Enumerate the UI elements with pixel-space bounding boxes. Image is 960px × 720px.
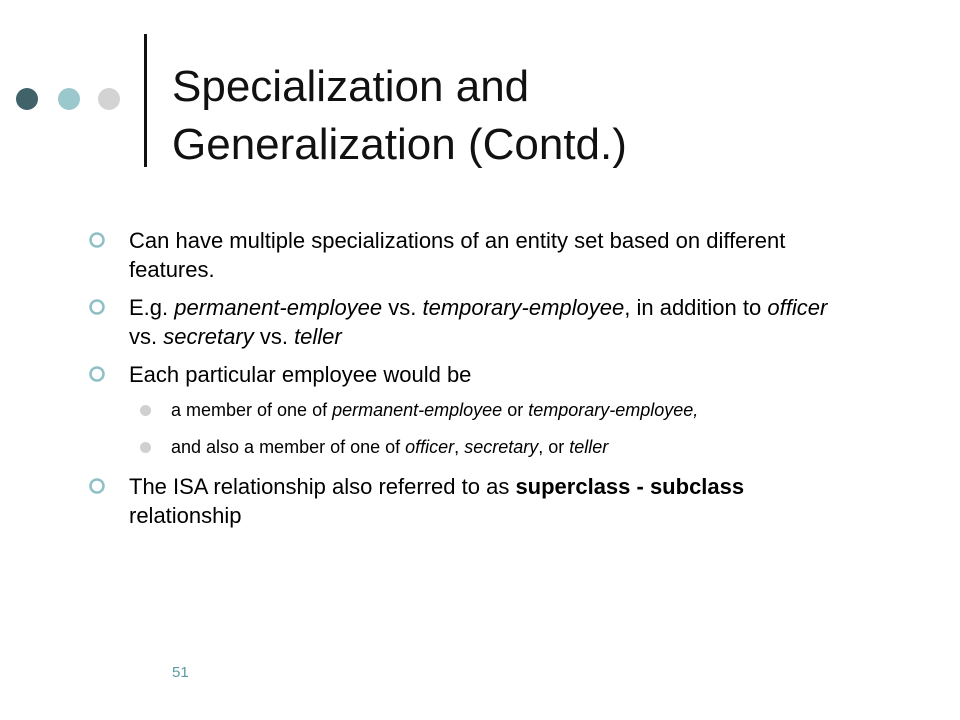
sub-bullet-text (171, 437, 608, 457)
text-run: The ISA relationship also referred to as (129, 474, 516, 499)
term-superclass-subclass: superclass - subclass (515, 474, 745, 499)
bullet-text: Can have multiple specializations of an entity set based on different features. (129, 228, 786, 282)
text-run: E.g. (129, 295, 175, 320)
title-divider-rule (144, 34, 147, 167)
sub-bullet-item-officer-secretary-teller (88, 435, 828, 460)
term-officer: officer (405, 437, 455, 457)
ring-bullet-icon (88, 231, 106, 249)
text-run: , (454, 437, 465, 457)
term-temporary-employee: temporary-employee, (528, 400, 699, 420)
bullet-text (129, 474, 744, 528)
slide-title-line-2: Generalization (Contd.) (172, 120, 627, 169)
ring-bullet-icon (88, 298, 106, 316)
text-run: and also a member of one of (171, 437, 406, 457)
text-run: or (502, 400, 529, 420)
text-run: vs. (129, 324, 164, 349)
dot-bullet-icon (140, 442, 151, 453)
term-secretary: secretary (163, 324, 254, 349)
term-permanent-employee: permanent-employee (332, 400, 503, 420)
term-permanent-employee: permanent-employee (174, 295, 383, 320)
term-officer: officer (767, 295, 828, 320)
bullet-item-isa-relationship (88, 472, 828, 530)
bullet-item-multiple-specializations (88, 226, 828, 284)
text-run: a member of one of (171, 400, 333, 420)
text-run: vs. (382, 295, 423, 320)
term-secretary: secretary (464, 437, 539, 457)
decor-dot-teal (58, 88, 80, 110)
ring-bullet-icon (88, 365, 106, 383)
term-teller: teller (294, 324, 342, 349)
text-run: vs. (253, 324, 295, 349)
sub-bullet-list (88, 398, 828, 460)
slide-title (172, 58, 932, 174)
term-teller: teller (569, 437, 609, 457)
term-temporary-employee: temporary-employee (422, 295, 625, 320)
decor-dot-gray (98, 88, 120, 110)
decor-dot-dark (16, 88, 38, 110)
text-run: , in addition to (624, 295, 768, 320)
slide-number: 51 (172, 664, 189, 681)
text-run: , or (538, 437, 570, 457)
ring-bullet-icon (88, 477, 106, 495)
slide-title-line-1: Specialization and (172, 62, 530, 111)
sub-bullet-item-permanent-temporary (88, 398, 828, 423)
bullet-item-each-employee (88, 360, 828, 389)
sub-bullet-text (171, 400, 698, 420)
bullet-text: Each particular employee would be (129, 362, 472, 387)
bullet-text (129, 295, 827, 349)
dot-bullet-icon (140, 405, 151, 416)
bullet-item-example (88, 293, 828, 351)
bullet-list (88, 226, 828, 539)
text-run: relationship (129, 503, 242, 528)
